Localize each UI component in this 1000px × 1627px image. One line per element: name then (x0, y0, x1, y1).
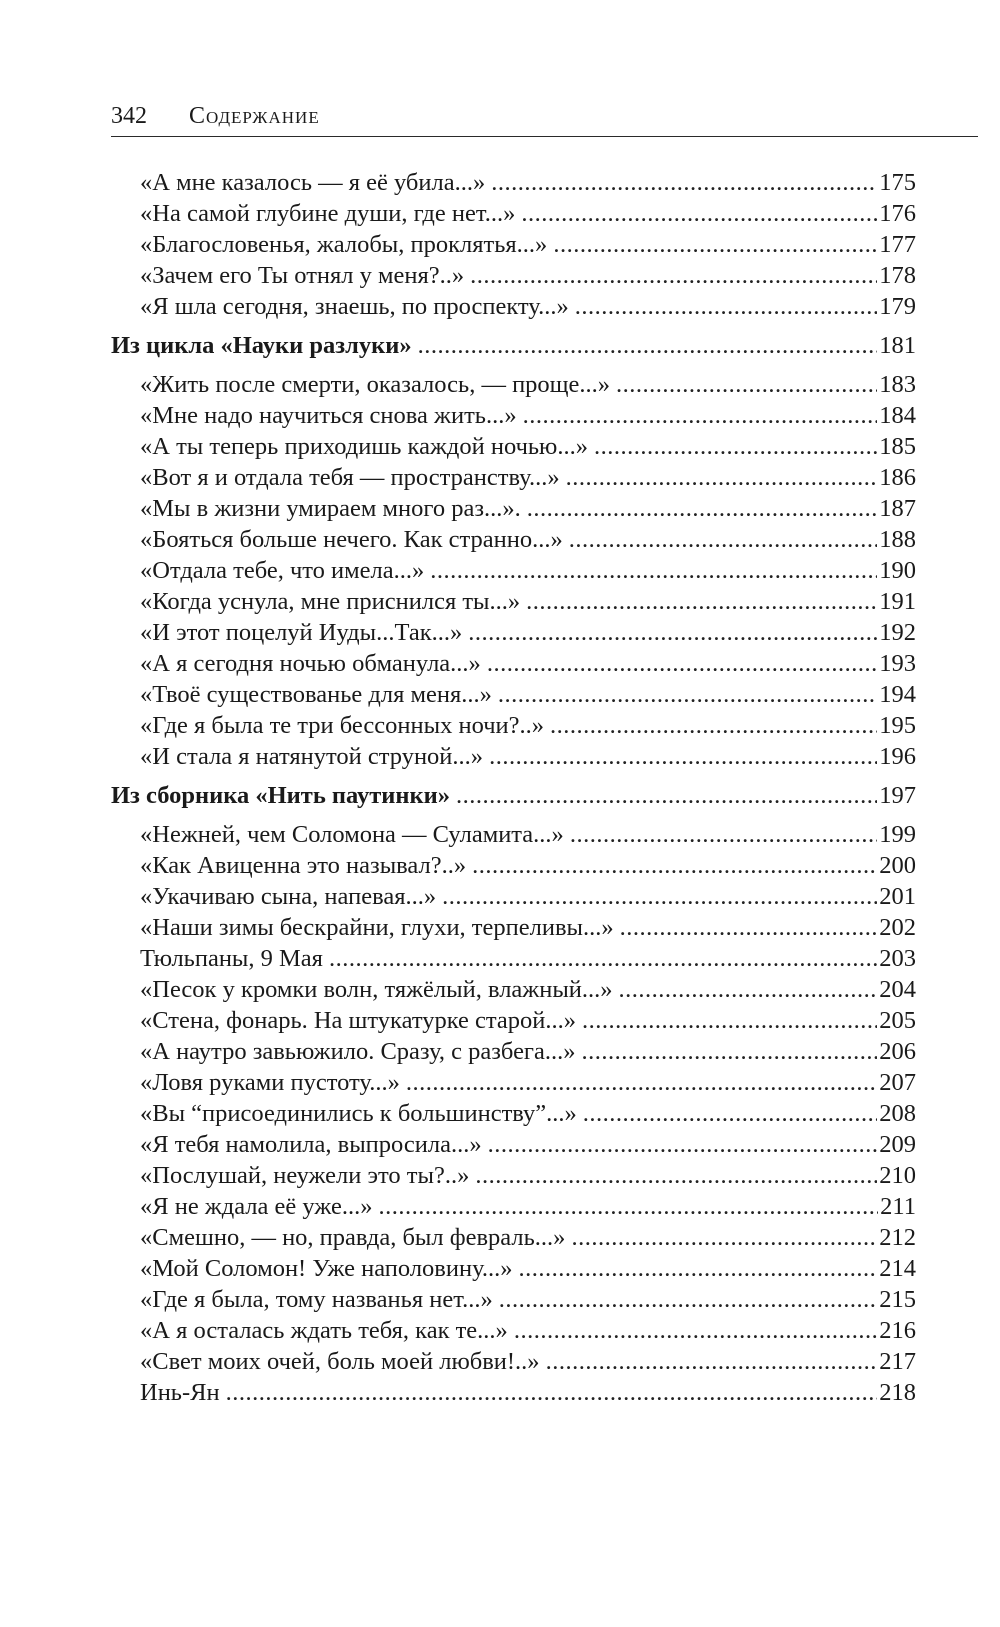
toc-entry (111, 1160, 916, 1191)
toc-entry-title: «Смешно, — но, правда, был февраль...» (140, 1224, 566, 1251)
header-rule (111, 136, 978, 137)
toc-entry-title: «Стена, фонарь. На штукатурке старой...» (140, 1007, 576, 1034)
dot-leader (616, 369, 877, 400)
toc-entry-page: 212 (879, 1224, 916, 1251)
toc-entry-title: «Вы “присоединились к большинству”...» (140, 1100, 577, 1127)
toc-entry (111, 912, 916, 943)
toc-entry-title: Из сборника «Нить паутинки» (111, 782, 451, 809)
toc-entry-title: «Когда уснула, мне приснился ты...» (140, 588, 521, 615)
toc-entry-title: «Жить после смерти, оказалось, — проще...» (140, 371, 611, 398)
toc-entry (111, 400, 916, 431)
toc-entry-title: Тюльпаны, 9 Мая (140, 945, 323, 972)
toc-section-heading (111, 780, 916, 811)
toc-entry-title: «Твоё существованье для меня...» (140, 681, 492, 708)
dot-leader (489, 741, 877, 772)
toc-entry-title: «А мне казалось — я её убила...» (140, 169, 486, 196)
toc-entry-title: «Как Авиценна это называл?..» (140, 852, 467, 879)
toc-entry (111, 1377, 916, 1408)
toc-entry (111, 1253, 916, 1284)
toc-entry (111, 1036, 916, 1067)
table-of-contents (111, 167, 916, 1408)
toc-entry (111, 881, 916, 912)
toc-entry (111, 1315, 916, 1346)
toc-entry-title: «Благословенья, жалобы, проклятья...» (140, 231, 548, 258)
dot-leader (546, 1346, 878, 1377)
toc-entry-page: 177 (879, 231, 916, 258)
dot-leader (498, 679, 877, 710)
toc-entry-title: «И стала я натянутой струной...» (140, 743, 484, 770)
toc-entry (111, 462, 916, 493)
toc-entry-page: 188 (879, 526, 916, 553)
toc-entry-title: «Я шла сегодня, знаешь, по проспекту...» (140, 293, 569, 320)
toc-entry-title: «Укачиваю сына, напевая...» (140, 883, 437, 910)
toc-entry (111, 710, 916, 741)
dot-leader (620, 912, 878, 943)
dot-leader (570, 819, 877, 850)
toc-entry-page: 178 (879, 262, 916, 289)
toc-entry-title: «Я не ждала её уже...» (140, 1193, 373, 1220)
toc-entry-page: 215 (879, 1286, 916, 1313)
toc-entry-title: «А наутро завьюжило. Сразу, с разбега...» (140, 1038, 576, 1065)
toc-entry (111, 291, 916, 322)
dot-leader (472, 850, 877, 881)
toc-entry-title: «Зачем его Ты отнял у меня?..» (140, 262, 465, 289)
toc-entry-title: «Послушай, неужели это ты?..» (140, 1162, 470, 1189)
dot-leader (442, 881, 877, 912)
dot-leader (329, 943, 877, 974)
dot-leader (470, 260, 877, 291)
toc-entry (111, 369, 916, 400)
toc-entry-page: 187 (879, 495, 916, 522)
toc-entry-title: «Наши зимы бескрайни, глухи, терпеливы...» (140, 914, 614, 941)
toc-entry (111, 617, 916, 648)
dot-leader (523, 400, 878, 431)
toc-entry-page: 218 (879, 1379, 916, 1406)
dot-leader (488, 1129, 878, 1160)
dot-leader (575, 291, 878, 322)
toc-entry-title: «Свет моих очей, боль моей любви!..» (140, 1348, 540, 1375)
toc-entry (111, 850, 916, 881)
toc-entry-page: 207 (879, 1069, 916, 1096)
toc-entry-page: 197 (879, 782, 916, 809)
running-header (111, 100, 320, 132)
toc-entry-page: 175 (879, 169, 916, 196)
page-number: 342 (111, 103, 147, 129)
toc-entry-page: 195 (879, 712, 916, 739)
dot-leader (519, 1253, 878, 1284)
toc-section-heading (111, 330, 916, 361)
toc-entry (111, 1284, 916, 1315)
toc-entry (111, 1129, 916, 1160)
toc-entry (111, 524, 916, 555)
toc-entry-page: 176 (879, 200, 916, 227)
dot-leader (475, 1160, 877, 1191)
toc-entry (111, 943, 916, 974)
toc-entry (111, 431, 916, 462)
toc-entry (111, 741, 916, 772)
dot-leader (619, 974, 878, 1005)
toc-entry-title: «Где я была те три бессонных ночи?..» (140, 712, 544, 739)
toc-entry (111, 679, 916, 710)
dot-leader (499, 1284, 878, 1315)
toc-entry (111, 167, 916, 198)
toc-entry-title: «А я осталась ждать тебя, как те...» (140, 1317, 508, 1344)
toc-entry (111, 586, 916, 617)
dot-leader (526, 586, 877, 617)
dot-leader (456, 780, 877, 811)
toc-entry-page: 217 (879, 1348, 916, 1375)
toc-entry-page: 192 (879, 619, 916, 646)
running-title: Содержание (189, 103, 320, 129)
dot-leader (566, 462, 878, 493)
toc-entry-page: 184 (879, 402, 916, 429)
toc-entry-page: 185 (879, 433, 916, 460)
toc-entry-title: «Нежней, чем Соломона — Суламита...» (140, 821, 564, 848)
dot-leader (406, 1067, 877, 1098)
toc-entry-page: 200 (879, 852, 916, 879)
dot-leader (514, 1315, 877, 1346)
dot-leader (226, 1377, 878, 1408)
toc-entry-page: 179 (879, 293, 916, 320)
toc-entry-title: «Где я была, тому названья нет...» (140, 1286, 493, 1313)
toc-entry-page: 194 (879, 681, 916, 708)
toc-entry-page: 211 (880, 1193, 916, 1220)
dot-leader (583, 1098, 877, 1129)
toc-entry-title: «Мне надо научиться снова жить...» (140, 402, 517, 429)
toc-entry-page: 191 (879, 588, 916, 615)
toc-entry-page: 196 (879, 743, 916, 770)
dot-leader (487, 648, 877, 679)
toc-entry-page: 199 (879, 821, 916, 848)
toc-entry (111, 1005, 916, 1036)
toc-entry (111, 974, 916, 1005)
toc-entry-page: 183 (879, 371, 916, 398)
toc-entry-title: «А я сегодня ночью обманула...» (140, 650, 481, 677)
toc-entry-title: «На самой глубине души, где нет...» (140, 200, 516, 227)
toc-entry-title: «Отдала тебе, что имела...» (140, 557, 425, 584)
toc-entry-title: «А ты теперь приходишь каждой ночью...» (140, 433, 588, 460)
dot-leader (527, 493, 877, 524)
dot-leader (418, 330, 878, 361)
toc-entry-page: 193 (879, 650, 916, 677)
dot-leader (550, 710, 877, 741)
toc-entry-page: 202 (879, 914, 916, 941)
toc-entry (111, 1191, 916, 1222)
toc-entry-title: Инь-Ян (140, 1379, 220, 1406)
toc-entry-page: 209 (879, 1131, 916, 1158)
toc-entry-page: 208 (879, 1100, 916, 1127)
dot-leader (571, 1222, 877, 1253)
toc-entry (111, 198, 916, 229)
toc-entry-page: 214 (879, 1255, 916, 1282)
toc-entry (111, 1346, 916, 1377)
toc-entry-page: 186 (879, 464, 916, 491)
toc-entry-title: «Мой Соломон! Уже наполовину...» (140, 1255, 513, 1282)
toc-entry (111, 1098, 916, 1129)
dot-leader (594, 431, 877, 462)
toc-entry (111, 493, 916, 524)
toc-entry (111, 648, 916, 679)
toc-entry-page: 201 (879, 883, 916, 910)
dot-leader (430, 555, 877, 586)
dot-leader (553, 229, 877, 260)
toc-entry-page: 205 (879, 1007, 916, 1034)
toc-entry-title: «Песок у кромки волн, тяжёлый, влажный...» (140, 976, 613, 1003)
dot-leader (521, 198, 877, 229)
toc-entry (111, 1067, 916, 1098)
toc-entry-title: Из цикла «Науки разлуки» (111, 332, 412, 359)
toc-entry-title: «Я тебя намолила, выпросила...» (140, 1131, 482, 1158)
toc-entry-title: «Мы в жизни умираем много раз...». (140, 495, 521, 522)
toc-entry-title: «Ловя руками пустоту...» (140, 1069, 400, 1096)
toc-entry (111, 229, 916, 260)
toc-entry-title: «Вот я и отдала тебя — пространству...» (140, 464, 560, 491)
toc-entry-page: 206 (879, 1038, 916, 1065)
dot-leader (582, 1005, 877, 1036)
toc-entry (111, 260, 916, 291)
dot-leader (569, 524, 878, 555)
toc-entry-page: 190 (879, 557, 916, 584)
toc-entry-page: 181 (879, 332, 916, 359)
toc-entry (111, 555, 916, 586)
dot-leader (378, 1191, 878, 1222)
toc-entry-page: 204 (879, 976, 916, 1003)
dot-leader (582, 1036, 878, 1067)
toc-entry (111, 1222, 916, 1253)
dot-leader (491, 167, 877, 198)
toc-entry-title: «И этот поцелуй Иуды...Так...» (140, 619, 463, 646)
dot-leader (468, 617, 877, 648)
toc-entry-page: 210 (879, 1162, 916, 1189)
toc-entry-page: 216 (879, 1317, 916, 1344)
toc-entry-page: 203 (879, 945, 916, 972)
toc-entry (111, 819, 916, 850)
toc-entry-title: «Бояться больше нечего. Как странно...» (140, 526, 563, 553)
